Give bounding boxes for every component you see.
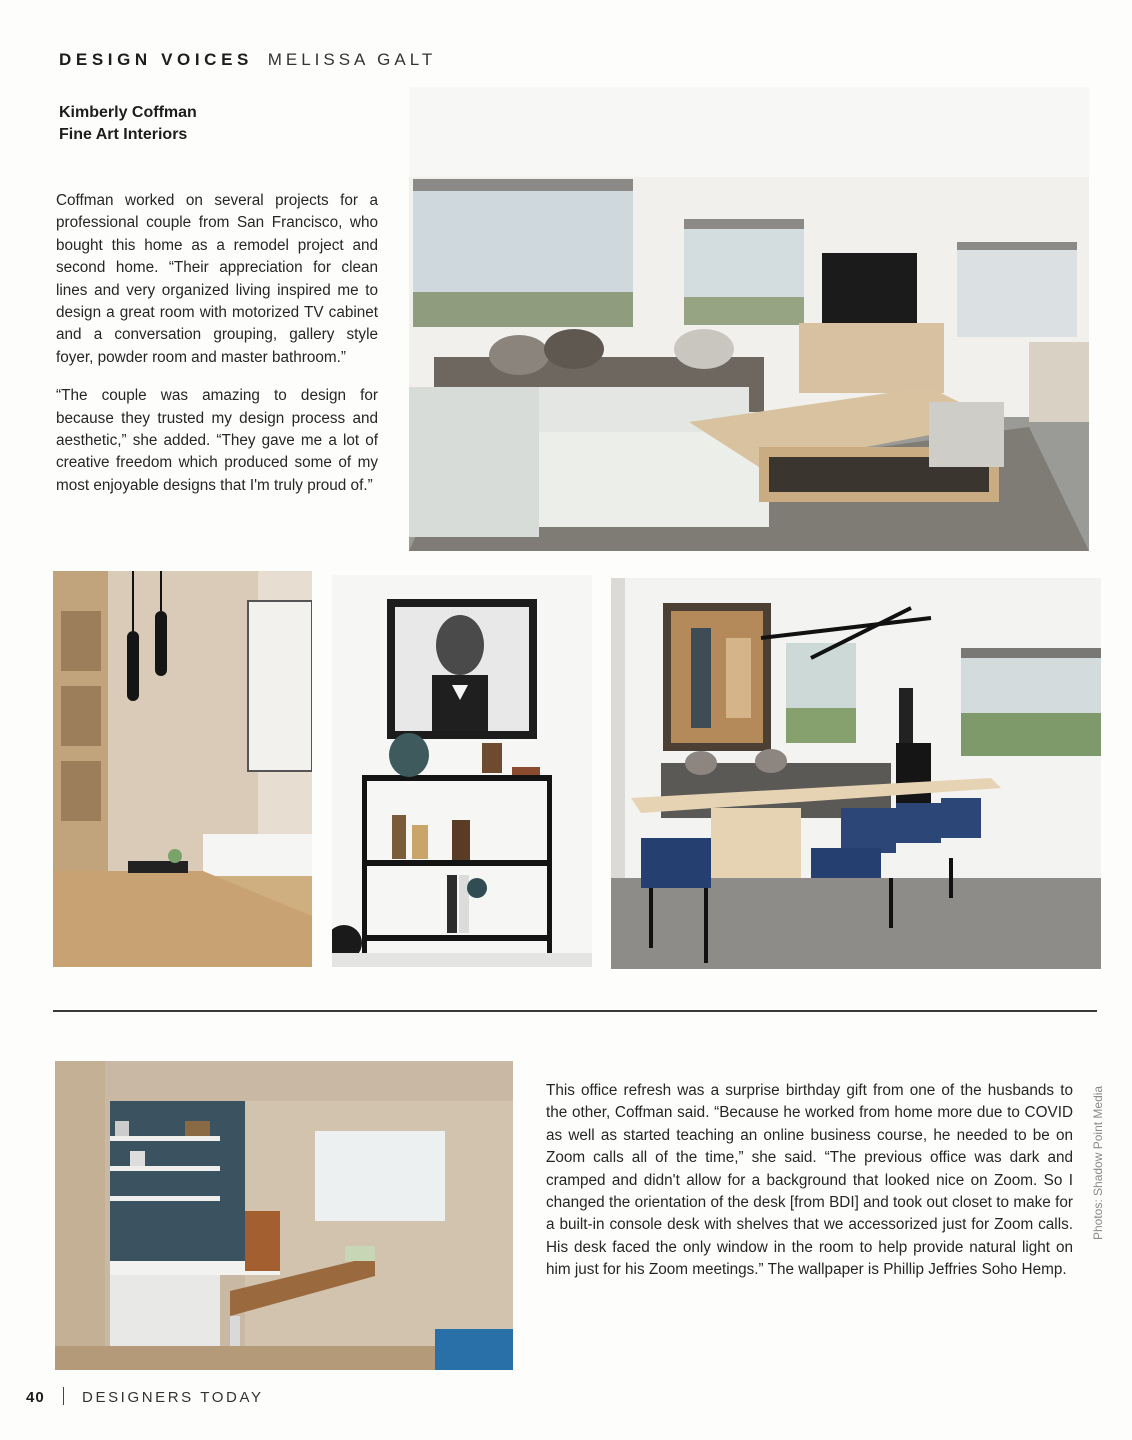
section-header	[59, 50, 436, 70]
home-office-photo	[55, 1061, 513, 1370]
column-author: MELISSA GALT	[267, 50, 437, 69]
story-one-paragraph-2: “The couple was amazing to design for because they trusted my design process and aesthetic,” she added. “They gave me a lot of creative freedom which produced some of my most enjoyable designs that I'm truly proud of.”	[56, 387, 378, 494]
page-footer	[26, 1387, 264, 1406]
bar-cart-photo	[332, 575, 592, 967]
section-divider	[53, 1010, 1097, 1012]
living-room-photo	[409, 87, 1089, 551]
page-number: 40	[26, 1389, 45, 1406]
photo-credit: Photos: Shadow Point Media	[1091, 1085, 1105, 1240]
dining-room-photo	[611, 578, 1101, 969]
story-one-text	[56, 190, 378, 513]
designer-firm: Fine Art Interiors	[59, 126, 188, 143]
footer-separator	[63, 1387, 64, 1405]
bathroom-photo	[53, 571, 312, 967]
story-two-text	[546, 1080, 1073, 1282]
story-two-paragraph: This office refresh was a surprise birthday gift from one of the husbands to the other, Coffman said. “Because he worked from home more due to COVID as well as started teaching an online business course, he needed to be on Zoom calls all of the time,” she said. “The previous office was dark and cramped and didn't allow for a background that looked nice on Zoom. So I changed the orientation of the desk [from BDI] and took out closet to make for a built-in console desk with shelves that we accessorized just for Zoom calls. His desk faced the only window in the room to help provide natural light on him just for his Zoom meetings.” The wallpaper is Phillip Jeffries Soho Hemp.	[546, 1082, 1073, 1279]
section-title: DESIGN VOICES	[59, 50, 253, 69]
publication-name: DESIGNERS TODAY	[82, 1389, 264, 1406]
designer-name: Kimberly Coffman	[59, 104, 197, 121]
story-one-paragraph-1: Coffman worked on several projects for a professional couple from San Francisco, who bought this home as a remodel project and second home. “Their appreciation for clean lines and very organized living inspired me to design a great room with motorized TV cabinet and a conversation grouping, gallery style foyer, powder room and master bathroom.”	[56, 192, 378, 366]
designer-credit	[59, 102, 197, 146]
